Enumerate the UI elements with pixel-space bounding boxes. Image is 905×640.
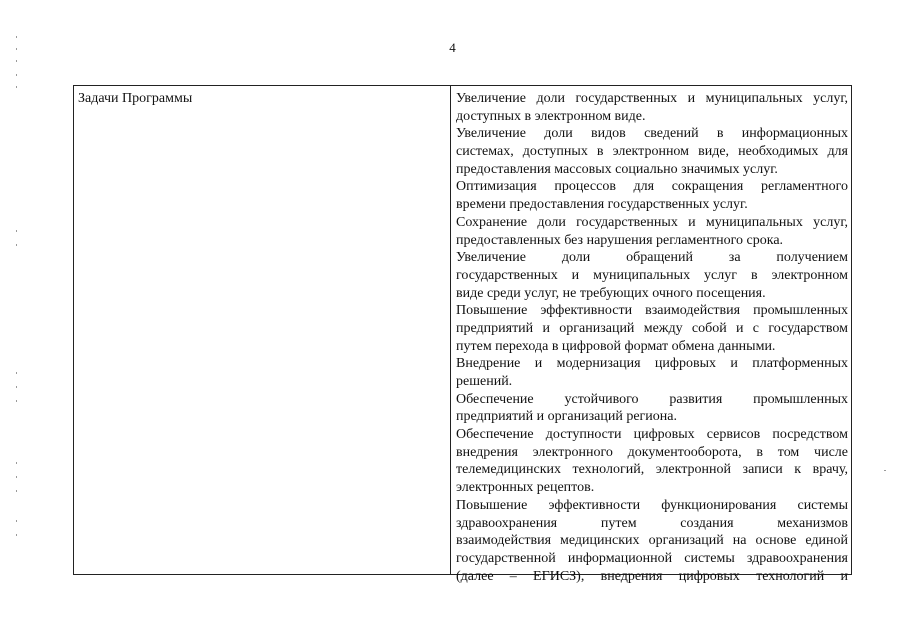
scan-mark — [16, 244, 17, 246]
text-line: Повышение эффективности функционирования системы — [456, 497, 848, 513]
scan-mark — [16, 534, 17, 536]
scan-mark — [16, 476, 17, 478]
text-line: предоставленных без нарушения регламентного срока. — [456, 232, 784, 248]
text-line: государственной информационной системы здравоохранения — [456, 550, 848, 566]
text-line: Увеличение доли видов сведений в информационных — [456, 126, 848, 142]
scan-mark — [16, 386, 17, 388]
page-number: 4 — [449, 40, 456, 55]
text-line: внедрения электронного документооборота, в том числе — [456, 444, 848, 460]
scan-mark — [16, 462, 17, 464]
text-line: Повышение эффективности взаимодействия промышленных — [456, 303, 848, 319]
table-content-cell — [456, 90, 848, 585]
text-line: предприятий и организаций между собой и с государством — [456, 320, 848, 336]
text-line: времени предоставления государственных услуг. — [456, 197, 748, 213]
scan-mark — [16, 60, 17, 62]
table-label-cell: Задачи Программы — [78, 91, 193, 106]
text-line: предприятий и организаций региона. — [456, 409, 677, 425]
text-line: телемедицинских технологий, электронной записи к врачу, — [456, 462, 848, 478]
scan-margin-marks — [16, 0, 18, 640]
scan-mark — [16, 36, 17, 38]
scan-mark — [16, 48, 17, 50]
scan-mark — [16, 230, 17, 232]
text-line: доступных в электронном виде. — [456, 108, 646, 124]
scan-mark — [16, 490, 17, 492]
scan-mark — [16, 520, 17, 522]
scan-mark — [16, 86, 17, 88]
text-line: путем перехода в цифровой формат обмена данными. — [456, 338, 776, 354]
text-line: (далее – ЕГИСЗ), внедрения цифровых технологий и — [456, 568, 848, 584]
text-line: Обеспечение устойчивого развития промышленных — [456, 391, 848, 407]
text-line: государственных и муниципальных услуг в электронном — [456, 267, 848, 283]
text-line: системах, доступных в электронном виде, необходимых для — [456, 144, 848, 160]
scan-mark — [16, 372, 17, 374]
column-divider — [450, 85, 451, 575]
text-line: Увеличение доли государственных и муниципальных услуг, — [456, 91, 848, 106]
text-line: электронных рецептов. — [456, 480, 595, 496]
text-line: здравоохранения путем создания механизмов — [456, 515, 848, 531]
scan-mark — [16, 400, 17, 402]
text-line: взаимодействия медицинских организаций на основе единой — [456, 533, 848, 549]
text-line: Увеличение доли обращений за получением — [456, 250, 848, 266]
text-line: Оптимизация процессов для сокращения регламентного — [456, 179, 848, 195]
text-line: предоставления массовых социально значимых услуг. — [456, 161, 778, 177]
scan-dot — [884, 470, 886, 471]
text-line: виде среди услуг, не требующих очного посещения. — [456, 285, 766, 301]
scan-mark — [16, 74, 17, 76]
text-line: Обеспечение доступности цифровых сервисов посредством — [456, 427, 848, 443]
text-line: решений. — [456, 374, 513, 389]
text-line: Внедрение и модернизация цифровых и платформенных — [456, 356, 848, 372]
text-line: Сохранение доли государственных и муниципальных услуг, — [456, 214, 848, 230]
